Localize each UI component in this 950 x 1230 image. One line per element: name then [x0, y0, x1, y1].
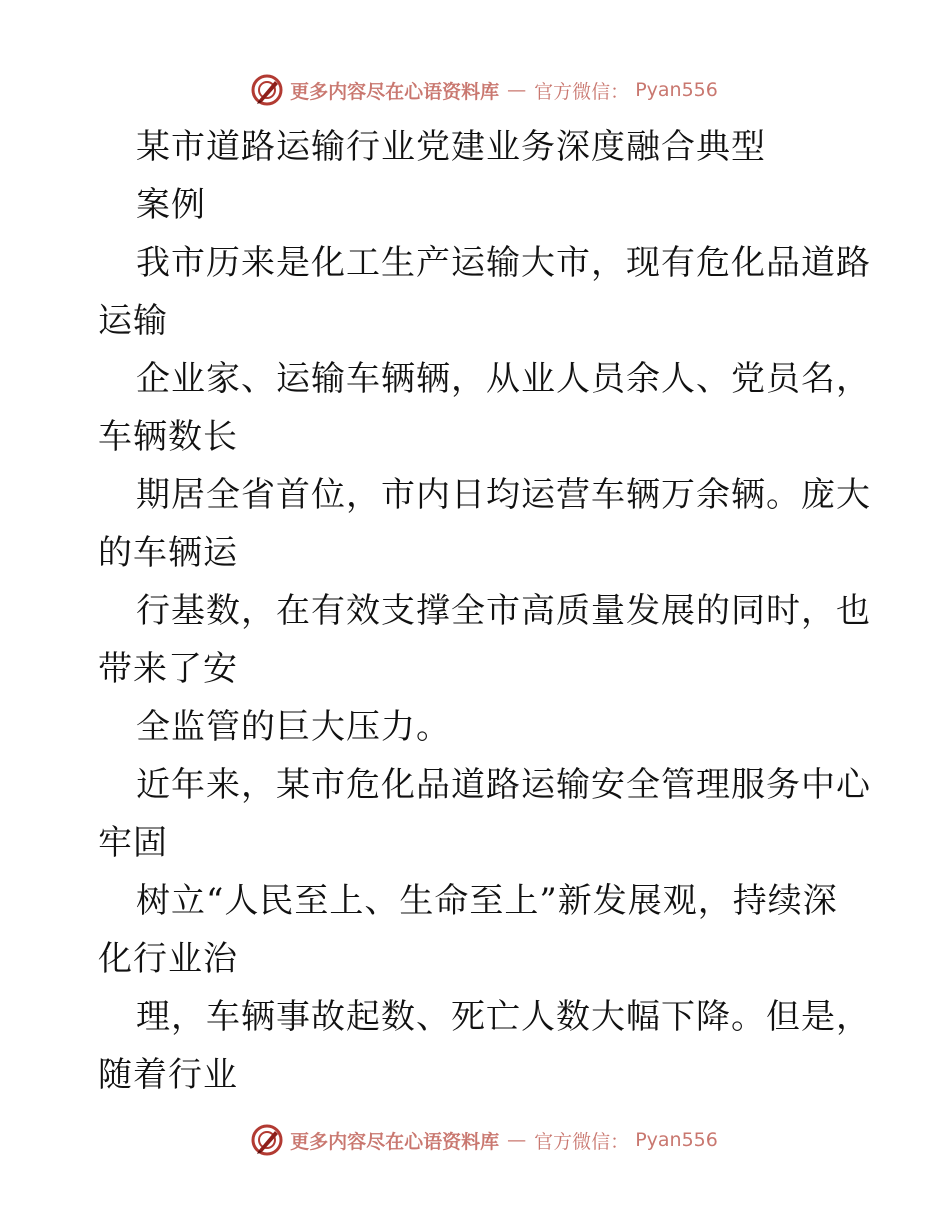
text-line: 带来了安	[98, 649, 238, 689]
text-line: 理，车辆事故起数、死亡人数大幅下降。但是，	[136, 997, 871, 1037]
footer-watermark	[0, 1120, 950, 1160]
watermark-wechat-id: Pyan556	[635, 79, 718, 101]
text-line: 运输	[98, 301, 168, 341]
watermark-separator: —	[507, 1129, 527, 1151]
text-line: 树立“人民至上、生命至上”新发展观，持续深	[136, 881, 838, 921]
header-watermark	[0, 70, 950, 110]
text-line: 期居全省首位，市内日均运营车辆万余辆。庞大	[136, 475, 871, 515]
footer-watermark-group	[250, 1123, 718, 1157]
text-line: 牢固	[98, 823, 168, 863]
text-line: 车辆数长	[98, 417, 238, 457]
text-line: 全监管的巨大压力。	[136, 707, 451, 747]
pen-logo-icon	[250, 1123, 284, 1157]
text-line: 企业家、运输车辆辆，从业人员余人、党员名，	[136, 359, 871, 399]
text-line: 随着行业	[98, 1055, 238, 1095]
watermark-separator: —	[507, 79, 527, 101]
watermark-wechat-id: Pyan556	[635, 1129, 718, 1151]
watermark-text: 更多内容尽在心语资料库	[290, 80, 500, 103]
watermark-text: 更多内容尽在心语资料库	[290, 1130, 500, 1153]
watermark-wechat-label: 官方微信：	[534, 80, 630, 103]
header-watermark-group	[250, 73, 718, 107]
text-line: 案例	[136, 185, 206, 225]
document-body	[98, 118, 878, 1104]
text-line: 行基数，在有效支撑全市高质量发展的同时，也	[136, 591, 871, 631]
text-line: 化行业治	[98, 939, 238, 979]
text-line: 的车辆运	[98, 533, 238, 573]
text-line: 近年来，某市危化品道路运输安全管理服务中心	[136, 765, 871, 805]
text-line: 我市历来是化工生产运输大市，现有危化品道路	[136, 243, 871, 283]
pen-logo-icon	[250, 73, 284, 107]
text-line: 某市道路运输行业党建业务深度融合典型	[136, 127, 766, 167]
watermark-wechat-label: 官方微信：	[534, 1130, 630, 1153]
